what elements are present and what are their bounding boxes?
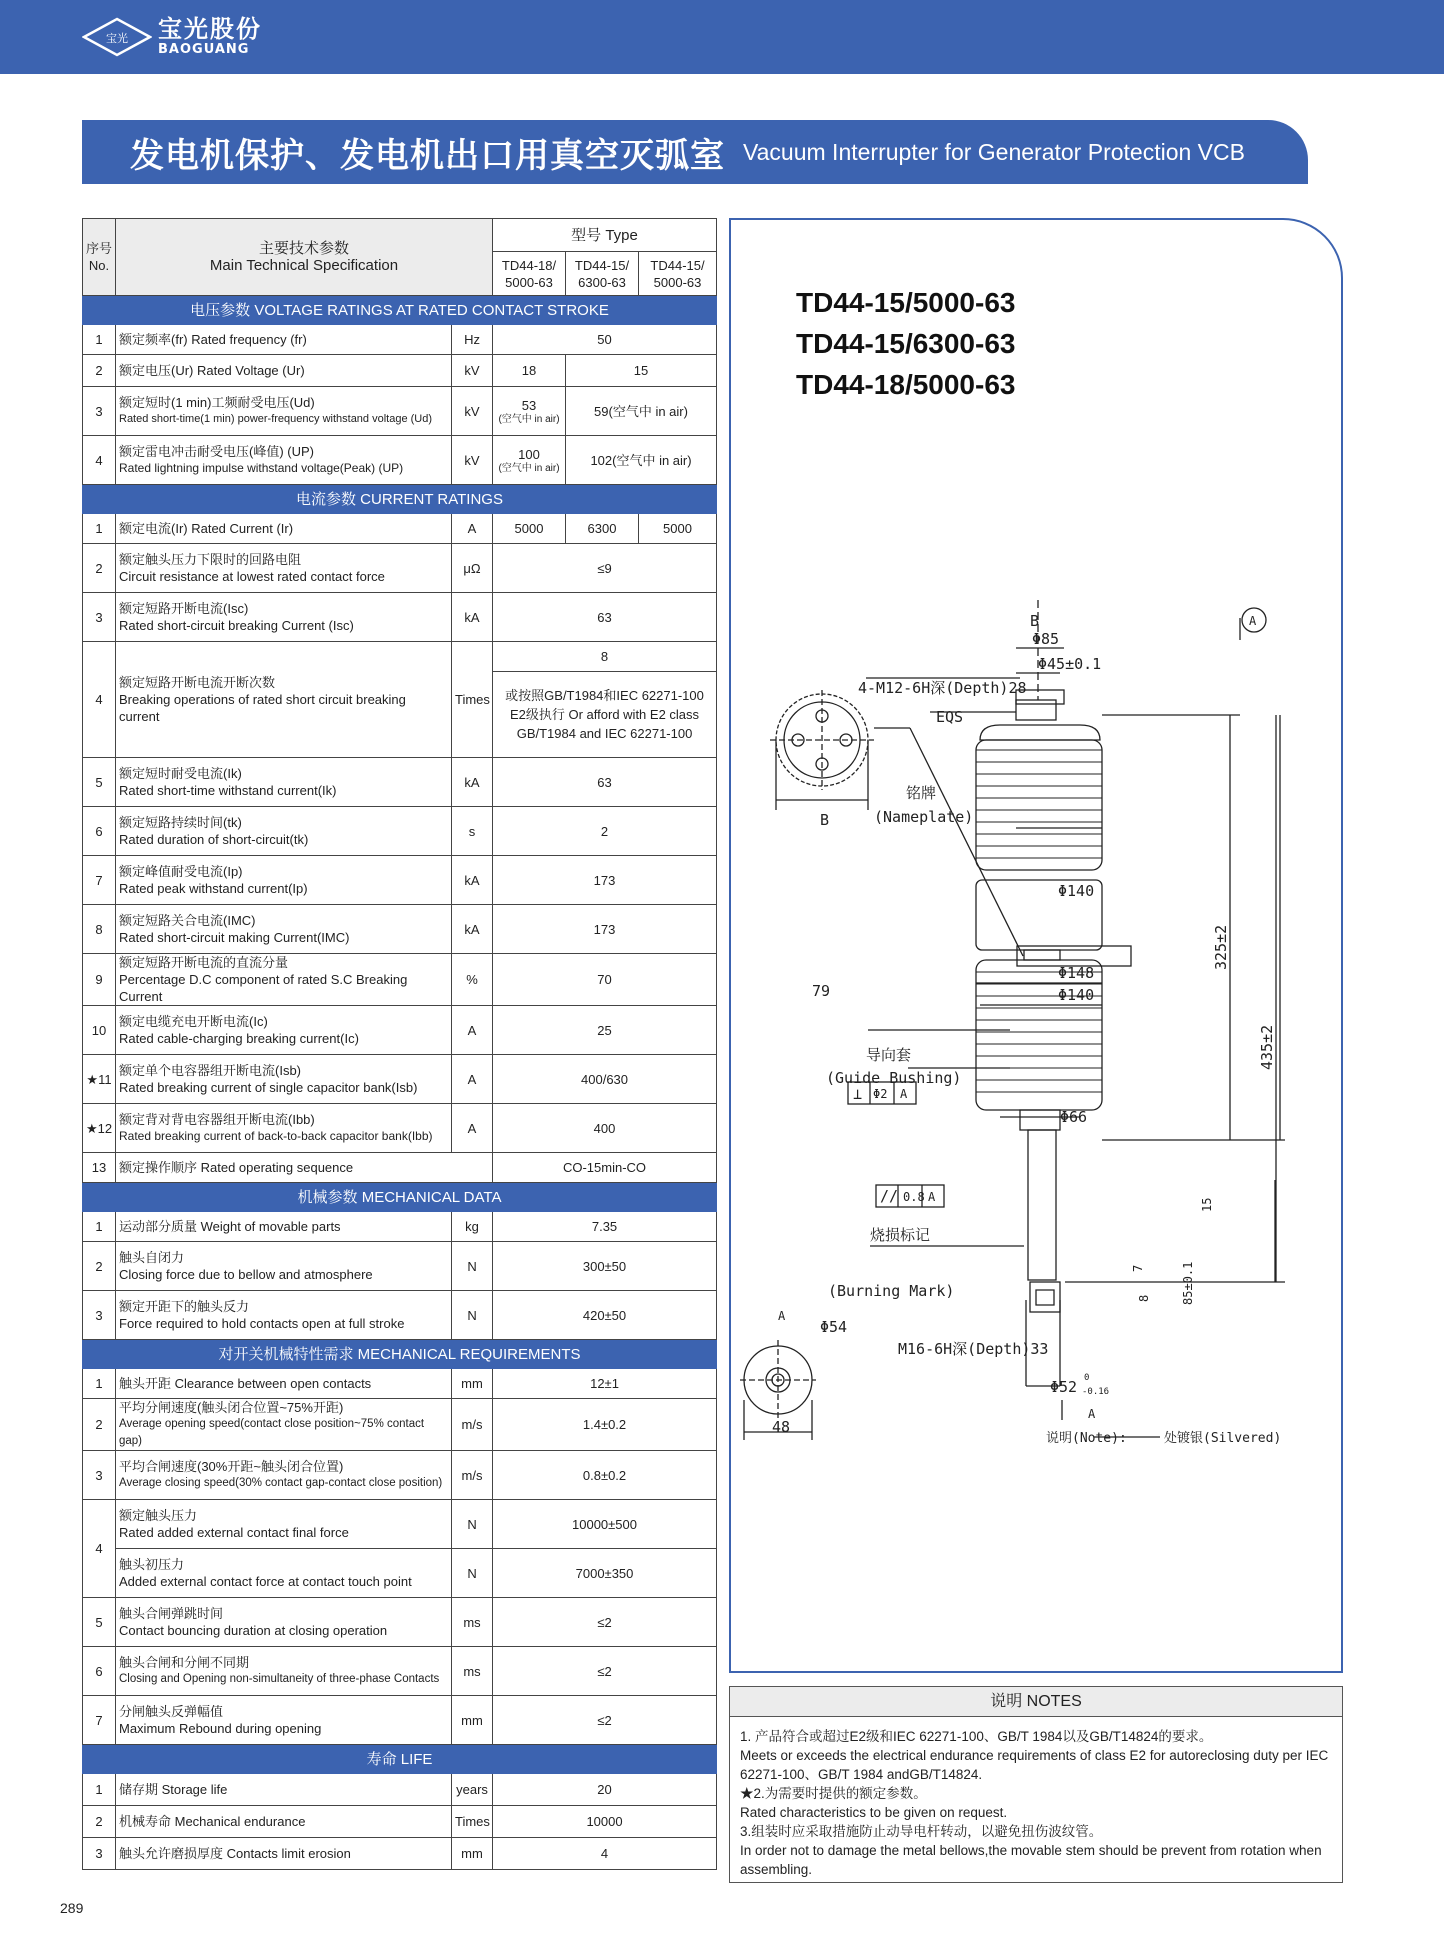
row-value: 1.4±0.2	[493, 1399, 717, 1451]
page-number: 289	[60, 1900, 84, 1916]
row-no: 13	[83, 1153, 116, 1183]
row-no: ★11	[83, 1055, 116, 1104]
row-no: 1	[83, 1369, 116, 1399]
row-unit: s	[452, 807, 493, 856]
row-value: 70	[493, 954, 717, 1006]
row-no: 8	[83, 905, 116, 954]
notes-body	[730, 1717, 1342, 1889]
row-value: 18	[493, 355, 566, 387]
row-unit: ms	[452, 1598, 493, 1647]
row-desc: 额定短路开断电流(Isc) Rated short-circuit breaking Current (Isc)	[116, 593, 452, 642]
gdt-perp-symbol: ⊥	[853, 1085, 863, 1103]
row-unit: kA	[452, 758, 493, 807]
row-unit: kA	[452, 593, 493, 642]
row-desc: 额定开距下的触头反力 Force required to hold contacts open at full stroke	[116, 1291, 452, 1340]
row-no: 2	[83, 355, 116, 387]
row-desc: 机械寿命 Mechanical endurance	[116, 1806, 452, 1838]
row-unit: Hz	[452, 325, 493, 355]
row-value: 63	[493, 758, 717, 807]
row-desc: 额定峰值耐受电流(Ip) Rated peak withstand current(Ip)	[116, 856, 452, 905]
row-no: 7	[83, 1696, 116, 1745]
dim-d54: Φ54	[820, 1318, 848, 1336]
row-value: 0.8±0.2	[493, 1451, 717, 1500]
row-desc: 额定短时耐受电流(Ik) Rated short-time withstand current(Ik)	[116, 758, 452, 807]
note-line: In order not to damage the metal bellows,the movable stem should be prevent from rotation when assembling.	[740, 1843, 1322, 1877]
row-unit: N	[452, 1549, 493, 1598]
row-no: 2	[83, 1242, 116, 1291]
row-desc: 额定背对背电容器组开断电流(Ibb) Rated breaking current of back-to-back capacitor bank(Ibb)	[116, 1104, 452, 1153]
datum-a-top: A	[1249, 614, 1257, 628]
dim-d66: Φ66	[1060, 1108, 1088, 1126]
row-unit: kV	[452, 387, 493, 436]
row-unit: A	[452, 1104, 493, 1153]
row-no: ★12	[83, 1104, 116, 1153]
label-burn-cn: 烧损标记	[870, 1226, 931, 1244]
row-value: CO-15min-CO	[493, 1153, 717, 1183]
row-no: 10	[83, 1006, 116, 1055]
row-unit: m/s	[452, 1399, 493, 1451]
row-unit: mm	[452, 1838, 493, 1870]
row-unit: mm	[452, 1696, 493, 1745]
dim-m16: M16-6H深(Depth)33	[898, 1340, 1049, 1358]
section-mechanical: 机械参数 MECHANICAL DATA	[83, 1183, 717, 1212]
page-title-cn: 发电机保护、发电机出口用真空灭弧室	[130, 135, 725, 176]
row-desc: 平均分闸速度(触头闭合位置~75%开距) Average opening speed(contact close position~75% contact gap)	[116, 1399, 452, 1451]
row-unit: kg	[452, 1212, 493, 1242]
row-unit: Times	[452, 1806, 493, 1838]
row-value: ≤9	[493, 544, 717, 593]
row-unit: μΩ	[452, 544, 493, 593]
row-desc: 额定触头压力下限时的回路电阻 Circuit resistance at lowest rated contact force	[116, 544, 452, 593]
dim-d85: Φ85	[1032, 630, 1060, 648]
row-value: 5000	[493, 514, 566, 544]
row-desc: 平均合闸速度(30%开距~触头闭合位置) Average closing speed(30% contact gap-contact close position)	[116, 1451, 452, 1500]
company-logo	[82, 14, 262, 60]
row-unit: A	[452, 1006, 493, 1055]
row-no: 3	[83, 593, 116, 642]
row-value: 4	[493, 1838, 717, 1870]
datum-a-bottom: A	[1088, 1407, 1096, 1421]
row-desc: 额定电压(Ur) Rated Voltage (Ur)	[116, 355, 452, 387]
row-value: ≤2	[493, 1598, 717, 1647]
row-desc: 分闸触头反弹幅值 Maximum Rebound during opening	[116, 1696, 452, 1745]
row-no: 1	[83, 1774, 116, 1806]
row-value: 59(空气中 in air)	[566, 387, 717, 436]
row-value: 7.35	[493, 1212, 717, 1242]
row-no: 4	[83, 436, 116, 485]
dim-h435: 435±2	[1258, 1024, 1276, 1070]
row-unit: %	[452, 954, 493, 1006]
row-no: 2	[83, 1399, 116, 1451]
dim-bolt: 4-M12-6H深(Depth)28	[858, 679, 1027, 697]
dim-d148: Φ148	[1058, 964, 1095, 982]
dim-d140b: Φ140	[1058, 986, 1095, 1004]
row-desc: 触头自闭力 Closing force due to bellow and atmosphere	[116, 1242, 452, 1291]
page-title-bar	[82, 120, 1308, 184]
row-unit: A	[452, 514, 493, 544]
header-model-1: TD44-18/ 5000-63	[493, 252, 566, 296]
note-line: Meets or exceeds the electrical endurance requirements of class E2 for autoreclosing duty per IEC 62271-100、GB/T 1984 andGB/T14824.	[740, 1748, 1329, 1782]
dim-d45: Φ45±0.1	[1038, 655, 1102, 673]
technical-drawing	[740, 600, 1340, 1470]
gdt-perp-tol: Φ2	[873, 1087, 888, 1101]
row-value: 5000	[639, 514, 717, 544]
row-value-note: 或按照GB/T1984和IEC 62271-100 E2级执行 Or afford with E2 class GB/T1984 and IEC 62271-100	[493, 672, 717, 758]
row-desc: 额定单个电容器组开断电流(Isb) Rated breaking current of single capacitor bank(Isb)	[116, 1055, 452, 1104]
row-desc: 额定电缆充电开断电流(Ic) Rated cable-charging breaking current(Ic)	[116, 1006, 452, 1055]
row-desc: 额定短路持续时间(tk) Rated duration of short-circuit(tk)	[116, 807, 452, 856]
label-nameplate-en: (Nameplate)	[874, 808, 974, 826]
row-desc: 额定电流(Ir) Rated Current (Ir)	[116, 514, 452, 544]
dim-h8: 8	[1137, 1294, 1151, 1302]
label-burn-en: (Burning Mark)	[828, 1282, 955, 1300]
row-desc: 触头初压力 Added external contact force at contact touch point	[116, 1549, 452, 1598]
row-desc: 额定短路关合电流(IMC) Rated short-circuit making Current(IMC)	[116, 905, 452, 954]
model-list	[796, 282, 1015, 405]
logo-emblem-icon	[82, 17, 152, 57]
dim-w48: 48	[772, 1418, 791, 1436]
row-no: 4	[83, 642, 116, 758]
row-value: 10000±500	[493, 1500, 717, 1549]
note-label: 说明(Note):	[1046, 1431, 1127, 1446]
row-unit: A	[452, 1055, 493, 1104]
notes-box	[729, 1686, 1343, 1883]
dim-d52: Φ52	[1050, 1378, 1078, 1396]
dim-h85: 85±0.1	[1181, 1261, 1195, 1305]
row-unit: N	[452, 1242, 493, 1291]
row-no: 2	[83, 1806, 116, 1838]
label-view-b: B	[820, 811, 830, 829]
row-value: 8	[493, 642, 717, 672]
section-life: 寿命 LIFE	[83, 1745, 717, 1774]
spec-table	[82, 218, 717, 1870]
row-value: 53 (空气中 in air)	[493, 387, 566, 436]
row-desc: 运动部分质量 Weight of movable parts	[116, 1212, 452, 1242]
row-no: 6	[83, 1647, 116, 1696]
row-no: 1	[83, 325, 116, 355]
row-desc: 触头合闸弹跳时间 Contact bouncing duration at closing operation	[116, 1598, 452, 1647]
svg-text:宝光: 宝光	[106, 32, 128, 45]
row-desc: 额定短时(1 min)工频耐受电压(Ud) Rated short-time(1 min) power-frequency withstand voltage (Ud)	[116, 387, 452, 436]
row-desc: 触头允许磨损厚度 Contacts limit erosion	[116, 1838, 452, 1870]
row-no: 9	[83, 954, 116, 1006]
note-line: 3.组装时应采取措施防止动导电杆转动，以避免扭伤波纹管。	[740, 1824, 1103, 1839]
row-value: 25	[493, 1006, 717, 1055]
row-value: 10000	[493, 1806, 717, 1838]
row-desc: 额定雷电冲击耐受电压(峰值) (UP) Rated lightning impulse withstand voltage(Peak) (UP)	[116, 436, 452, 485]
header-spec: 主要技术参数 Main Technical Specification	[116, 219, 493, 296]
row-desc: 触头开距 Clearance between open contacts	[116, 1369, 452, 1399]
label-guide-cn: 导向套	[866, 1046, 912, 1064]
model-name: TD44-15/6300-63	[796, 328, 1016, 359]
row-desc: 额定短路开断电流的直流分量 Percentage D.C component of rated S.C Breaking Current	[116, 954, 452, 1006]
row-no: 3	[83, 387, 116, 436]
row-no: 5	[83, 1598, 116, 1647]
row-value: 15	[566, 355, 717, 387]
row-value: 173	[493, 856, 717, 905]
dim-d52-tol-up: 0	[1084, 1373, 1090, 1383]
row-unit: kV	[452, 436, 493, 485]
label-guide-en: (Guide Bushing)	[826, 1069, 962, 1087]
row-desc: 额定触头压力 Rated added external contact final force	[116, 1500, 452, 1549]
row-value: 2	[493, 807, 717, 856]
page-title-en: Vacuum Interrupter for Generator Protection VCB	[743, 138, 1245, 165]
row-no: 1	[83, 1212, 116, 1242]
header-model-3: TD44-15/ 5000-63	[639, 252, 717, 296]
row-unit: m/s	[452, 1451, 493, 1500]
section-voltage: 电压参数 VOLTAGE RATINGS AT RATED CONTACT STROKE	[83, 296, 717, 325]
dim-w79: 79	[812, 982, 831, 1000]
row-unit: years	[452, 1774, 493, 1806]
row-value: 420±50	[493, 1291, 717, 1340]
row-desc: 额定操作顺序 Rated operating sequence	[116, 1153, 493, 1183]
dim-d52-tol-dn: -0.16	[1082, 1387, 1110, 1397]
gdt-parallel-ref: A	[928, 1190, 936, 1204]
row-unit: N	[452, 1500, 493, 1549]
dim-d140a: Φ140	[1058, 882, 1095, 900]
note-line: Rated characteristics to be given on request.	[740, 1805, 1008, 1820]
note-line: ★2.为需要时提供的额定参数。	[740, 1786, 927, 1801]
row-value: 102(空气中 in air)	[566, 436, 717, 485]
row-no: 4	[83, 1500, 116, 1598]
row-value: 63	[493, 593, 717, 642]
row-unit: Times	[452, 642, 493, 758]
header-model-2: TD44-15/ 6300-63	[566, 252, 639, 296]
row-value: 6300	[566, 514, 639, 544]
row-no: 3	[83, 1838, 116, 1870]
row-desc: 触头合闸和分闸不同期 Closing and Opening non-simultaneity of three-phase Contacts	[116, 1647, 452, 1696]
model-name: TD44-18/5000-63	[796, 369, 1016, 400]
row-unit: mm	[452, 1369, 493, 1399]
dim-h325: 325±2	[1212, 924, 1230, 970]
label-view-a: A	[778, 1309, 786, 1323]
gdt-parallel-symbol: //	[880, 1187, 899, 1205]
row-no: 6	[83, 807, 116, 856]
row-desc: 储存期 Storage life	[116, 1774, 452, 1806]
model-name: TD44-15/5000-63	[796, 287, 1016, 318]
row-value: 100 (空气中 in air)	[493, 436, 566, 485]
header-no: 序号 No.	[83, 219, 116, 296]
row-no: 1	[83, 514, 116, 544]
row-value: 12±1	[493, 1369, 717, 1399]
section-requirements: 对开关机械特性需求 MECHANICAL REQUIREMENTS	[83, 1340, 717, 1369]
header-type: 型号 Type	[493, 219, 717, 252]
brand-name-en: BAOGUANG	[158, 42, 250, 57]
gdt-perp-ref: A	[900, 1087, 908, 1101]
row-no: 2	[83, 544, 116, 593]
row-no: 3	[83, 1291, 116, 1340]
row-unit: N	[452, 1291, 493, 1340]
row-no: 5	[83, 758, 116, 807]
row-value: 50	[493, 325, 717, 355]
row-value: 400	[493, 1104, 717, 1153]
row-value: ≤2	[493, 1647, 717, 1696]
row-no: 3	[83, 1451, 116, 1500]
note-silvered: 处镀银(Silvered)	[1164, 1431, 1282, 1446]
section-current: 电流参数 CURRENT RATINGS	[83, 485, 717, 514]
row-unit: kV	[452, 355, 493, 387]
row-desc: 额定频率(fr) Rated frequency (fr)	[116, 325, 452, 355]
row-unit: kA	[452, 856, 493, 905]
dim-h15: 15	[1200, 1197, 1214, 1212]
top-banner	[0, 0, 1444, 74]
row-value: 173	[493, 905, 717, 954]
row-value: 20	[493, 1774, 717, 1806]
label-nameplate-cn: 铭牌	[906, 784, 937, 802]
notes-title: 说明 NOTES	[730, 1687, 1342, 1717]
brand-name-cn: 宝光股份	[158, 15, 262, 43]
row-unit: ms	[452, 1647, 493, 1696]
row-unit: kA	[452, 905, 493, 954]
row-value: 400/630	[493, 1055, 717, 1104]
row-no: 7	[83, 856, 116, 905]
row-desc: 额定短路开断电流开断次数 Breaking operations of rated short circuit breaking current	[116, 642, 452, 758]
label-b-top: B	[1030, 612, 1040, 630]
note-line: 1. 产品符合或超过E2级和IEC 62271-100、GB/T 1984以及GB/T14824的要求。	[740, 1729, 1213, 1744]
row-value: 7000±350	[493, 1549, 717, 1598]
label-eqs: EQS	[936, 708, 964, 726]
row-value: ≤2	[493, 1696, 717, 1745]
row-value: 300±50	[493, 1242, 717, 1291]
gdt-parallel-tol: 0.8	[903, 1190, 925, 1204]
dim-h7: 7	[1131, 1264, 1145, 1272]
